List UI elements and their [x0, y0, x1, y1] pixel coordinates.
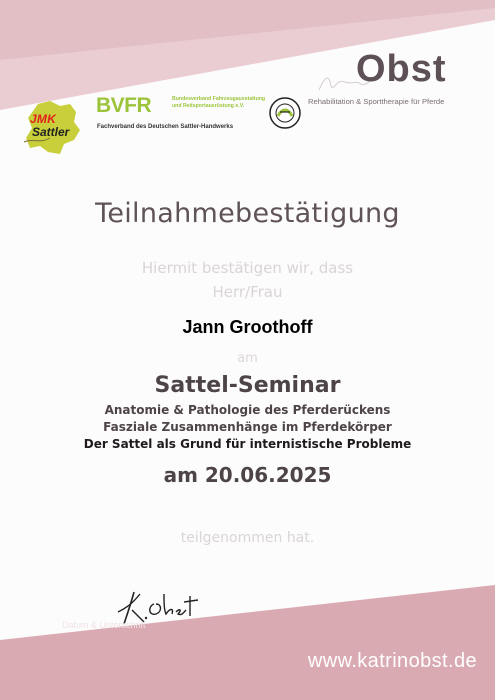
website-url: www.katrinobst.de [307, 650, 477, 672]
intro-line-1: Hiermit bestätigen wir, dass [141, 259, 354, 277]
obst-logo: Obst [356, 48, 447, 90]
signature-caption: Datum & Unterschrift [62, 620, 146, 630]
intro-line-2: Herr/Frau [212, 283, 283, 301]
seminar-topic: Anatomie & Pathologie des Pferderückens [104, 403, 391, 417]
sattler-handwerk-badge-icon [268, 96, 302, 130]
am-label: am [237, 351, 258, 366]
obst-subtitle: Rehabilitation & Sporttherapie für Pferde [308, 97, 445, 106]
bvfr-logo: BVFR [96, 94, 152, 117]
bvfr-description: Bundesverband Fahrzeugausstattung und Reitsportausrüstung e.V. [172, 96, 266, 109]
seminar-title: Sattel-Seminar [154, 373, 341, 398]
bottom-decoration-band [0, 560, 495, 700]
seminar-topic: Fasziale Zusammenhänge im Pferdekörper [103, 420, 392, 434]
fachverband-text: Fachverband des Deutschen Sattler-Handwerks [97, 124, 234, 130]
seminar-topic: Der Sattel als Grund für internistische Probleme [83, 437, 412, 451]
participant-name: Jann Groothoff [182, 317, 313, 337]
certificate-title: Teilnahmebestätigung [95, 198, 400, 229]
closing-text: teilgenommen hat. [180, 530, 315, 546]
jmk-logo-text: JMK [30, 112, 56, 126]
jmk-sattler-text: Sattler [32, 125, 70, 139]
seminar-date: am 20.06.2025 [163, 463, 332, 487]
